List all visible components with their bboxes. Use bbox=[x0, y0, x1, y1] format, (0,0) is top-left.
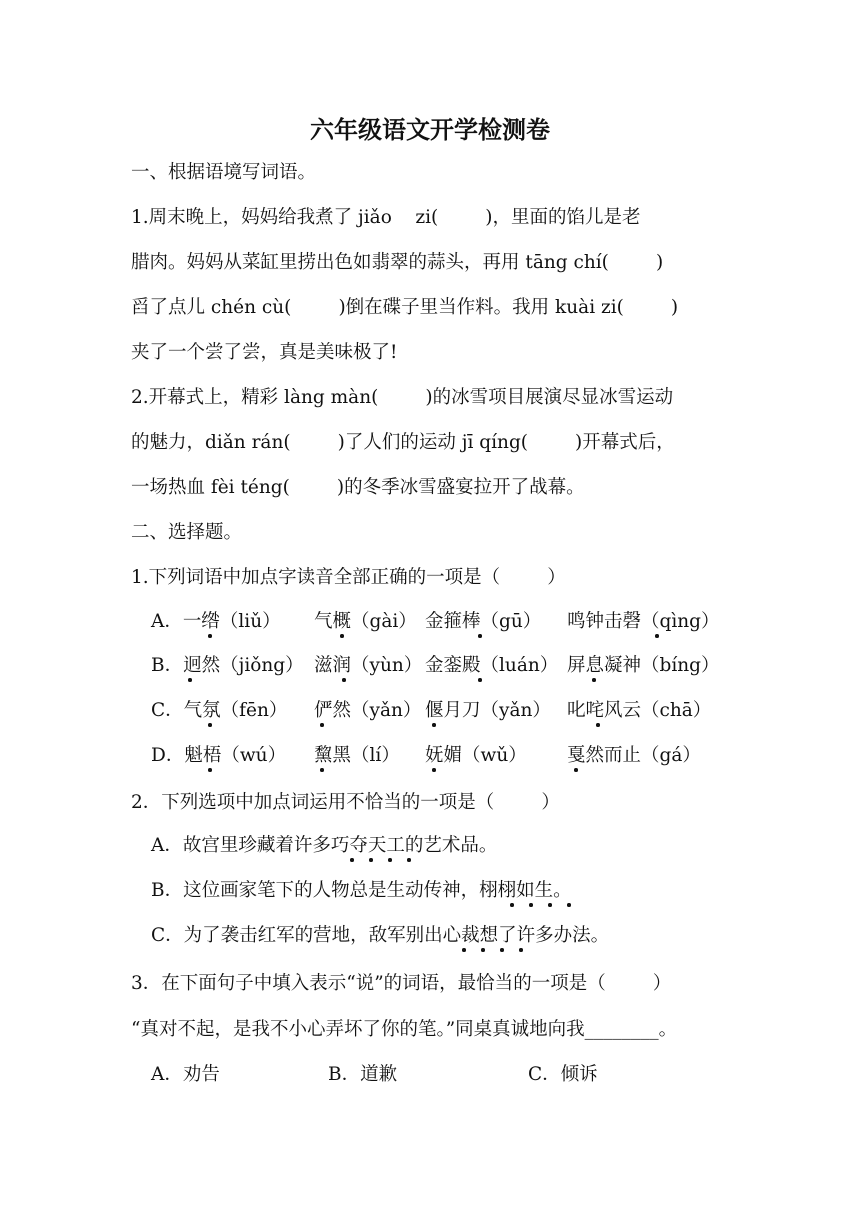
emphasis-dot bbox=[596, 723, 600, 727]
emphasis-dot bbox=[462, 948, 466, 952]
emphasis-dot bbox=[208, 768, 212, 772]
emphasis-dot bbox=[369, 858, 373, 862]
q1-option-b-item-1: B．迥然（jiǒng） bbox=[151, 655, 304, 676]
paragraph-line: 一场热血 fèi téng( )的冬季冰雪盛宴拉开了战幕。 bbox=[131, 477, 585, 498]
emphasis-dot bbox=[510, 903, 514, 907]
q1-option-a-item-3: 金箍棒（gū） bbox=[425, 611, 542, 632]
q3-option-b: B．道歉 bbox=[328, 1064, 398, 1085]
emphasis-dot bbox=[350, 858, 354, 862]
emphasis-dot bbox=[320, 723, 324, 727]
q1-option-d-item-4: 戛然而止（gá） bbox=[567, 745, 701, 766]
q1-option-d-item-2: 黧黑（lí） bbox=[314, 745, 400, 766]
q1-option-d-item-1: D．魁梧（wú） bbox=[151, 745, 287, 766]
q1-option-b-item-4: 屏息凝神（bíng） bbox=[567, 655, 720, 676]
paragraph-line: 夹了一个尝了尝，真是美味极了! bbox=[131, 342, 398, 363]
emphasis-dot bbox=[478, 678, 482, 682]
emphasis-dot bbox=[388, 858, 392, 862]
paragraph-line: 腊肉。妈妈从菜缸里捞出色如翡翠的蒜头，再用 tāng chí( ) bbox=[131, 252, 664, 273]
emphasis-dot bbox=[188, 678, 192, 682]
q1-option-d-item-3: 妩媚（wǔ） bbox=[425, 745, 527, 766]
q1-option-c-item-1: C．气氛（fēn） bbox=[151, 700, 288, 721]
emphasis-dot bbox=[208, 634, 212, 638]
paragraph-line: 2.开幕式上，精彩 làng màn( )的冰雪项目展演尽显冰雪运动 bbox=[131, 387, 674, 408]
question-3-sentence: “真对不起，是我不小心弄坏了你的笔。”同桌真诚地向我________。 bbox=[131, 1019, 678, 1040]
question-1-stem: 1.下列词语中加点字读音全部正确的一项是（ ） bbox=[131, 567, 566, 588]
emphasis-dot bbox=[432, 723, 436, 727]
q1-option-a-item-4: 鸣钟击磬（qìng） bbox=[567, 611, 720, 632]
emphasis-dot bbox=[342, 678, 346, 682]
emphasis-dot bbox=[519, 948, 523, 952]
q3-option-a: A．劝告 bbox=[151, 1064, 220, 1085]
emphasis-dot bbox=[574, 768, 578, 772]
section-heading-2: 二、选择题。 bbox=[131, 522, 243, 543]
section-heading-1: 一、根据语境写词语。 bbox=[131, 162, 317, 183]
question-3-stem: 3．在下面句子中填入表示“说”的词语，最恰当的一项是（ ） bbox=[131, 973, 672, 994]
q2-option-a: A．故宫里珍藏着许多巧夺天工的艺术品。 bbox=[151, 835, 498, 856]
emphasis-dot bbox=[500, 948, 504, 952]
paragraph-line: 1.周末晚上，妈妈给我煮了 jiǎo zi( )，里面的馅儿是老 bbox=[131, 207, 641, 228]
q3-option-c: C．倾诉 bbox=[528, 1064, 598, 1085]
q1-option-a-item-2: 气概（gài） bbox=[314, 611, 417, 632]
emphasis-dot bbox=[655, 634, 659, 638]
q1-option-c-item-3: 偃月刀（yǎn） bbox=[425, 700, 551, 721]
paragraph-line: 舀了点儿 chén cù( )倒在碟子里当作料。我用 kuài zi( ) bbox=[131, 297, 679, 318]
emphasis-dot bbox=[340, 634, 344, 638]
emphasis-dot bbox=[320, 768, 324, 772]
emphasis-dot bbox=[529, 903, 533, 907]
emphasis-dot bbox=[481, 948, 485, 952]
emphasis-dot bbox=[567, 903, 571, 907]
q2-option-c: C．为了袭击红军的营地，敌军别出心裁想了许多办法。 bbox=[151, 925, 610, 946]
emphasis-dot bbox=[592, 678, 596, 682]
question-2-stem: 2．下列选项中加点词运用不恰当的一项是（ ） bbox=[131, 792, 560, 813]
paragraph-line: 的魅力，diǎn rán( )了人们的运动 jī qíng( )开幕式后， bbox=[131, 432, 675, 453]
emphasis-dot bbox=[208, 723, 212, 727]
q1-option-c-item-4: 叱咤风云（chā） bbox=[567, 700, 712, 721]
q1-option-b-item-2: 滋润（yùn） bbox=[314, 655, 423, 676]
page-title: 六年级语文开学检测卷 bbox=[310, 116, 550, 144]
emphasis-dot bbox=[432, 768, 436, 772]
emphasis-dot bbox=[407, 858, 411, 862]
q1-option-c-item-2: 俨然（yǎn） bbox=[314, 700, 422, 721]
emphasis-dot bbox=[478, 634, 482, 638]
q1-option-b-item-3: 金銮殿（luán） bbox=[425, 655, 559, 676]
emphasis-dot bbox=[548, 903, 552, 907]
q1-option-a-item-1: A．一绺（liǔ） bbox=[151, 611, 281, 632]
q2-option-b: B．这位画家笔下的人物总是生动传神，栩栩如生。 bbox=[151, 880, 572, 901]
